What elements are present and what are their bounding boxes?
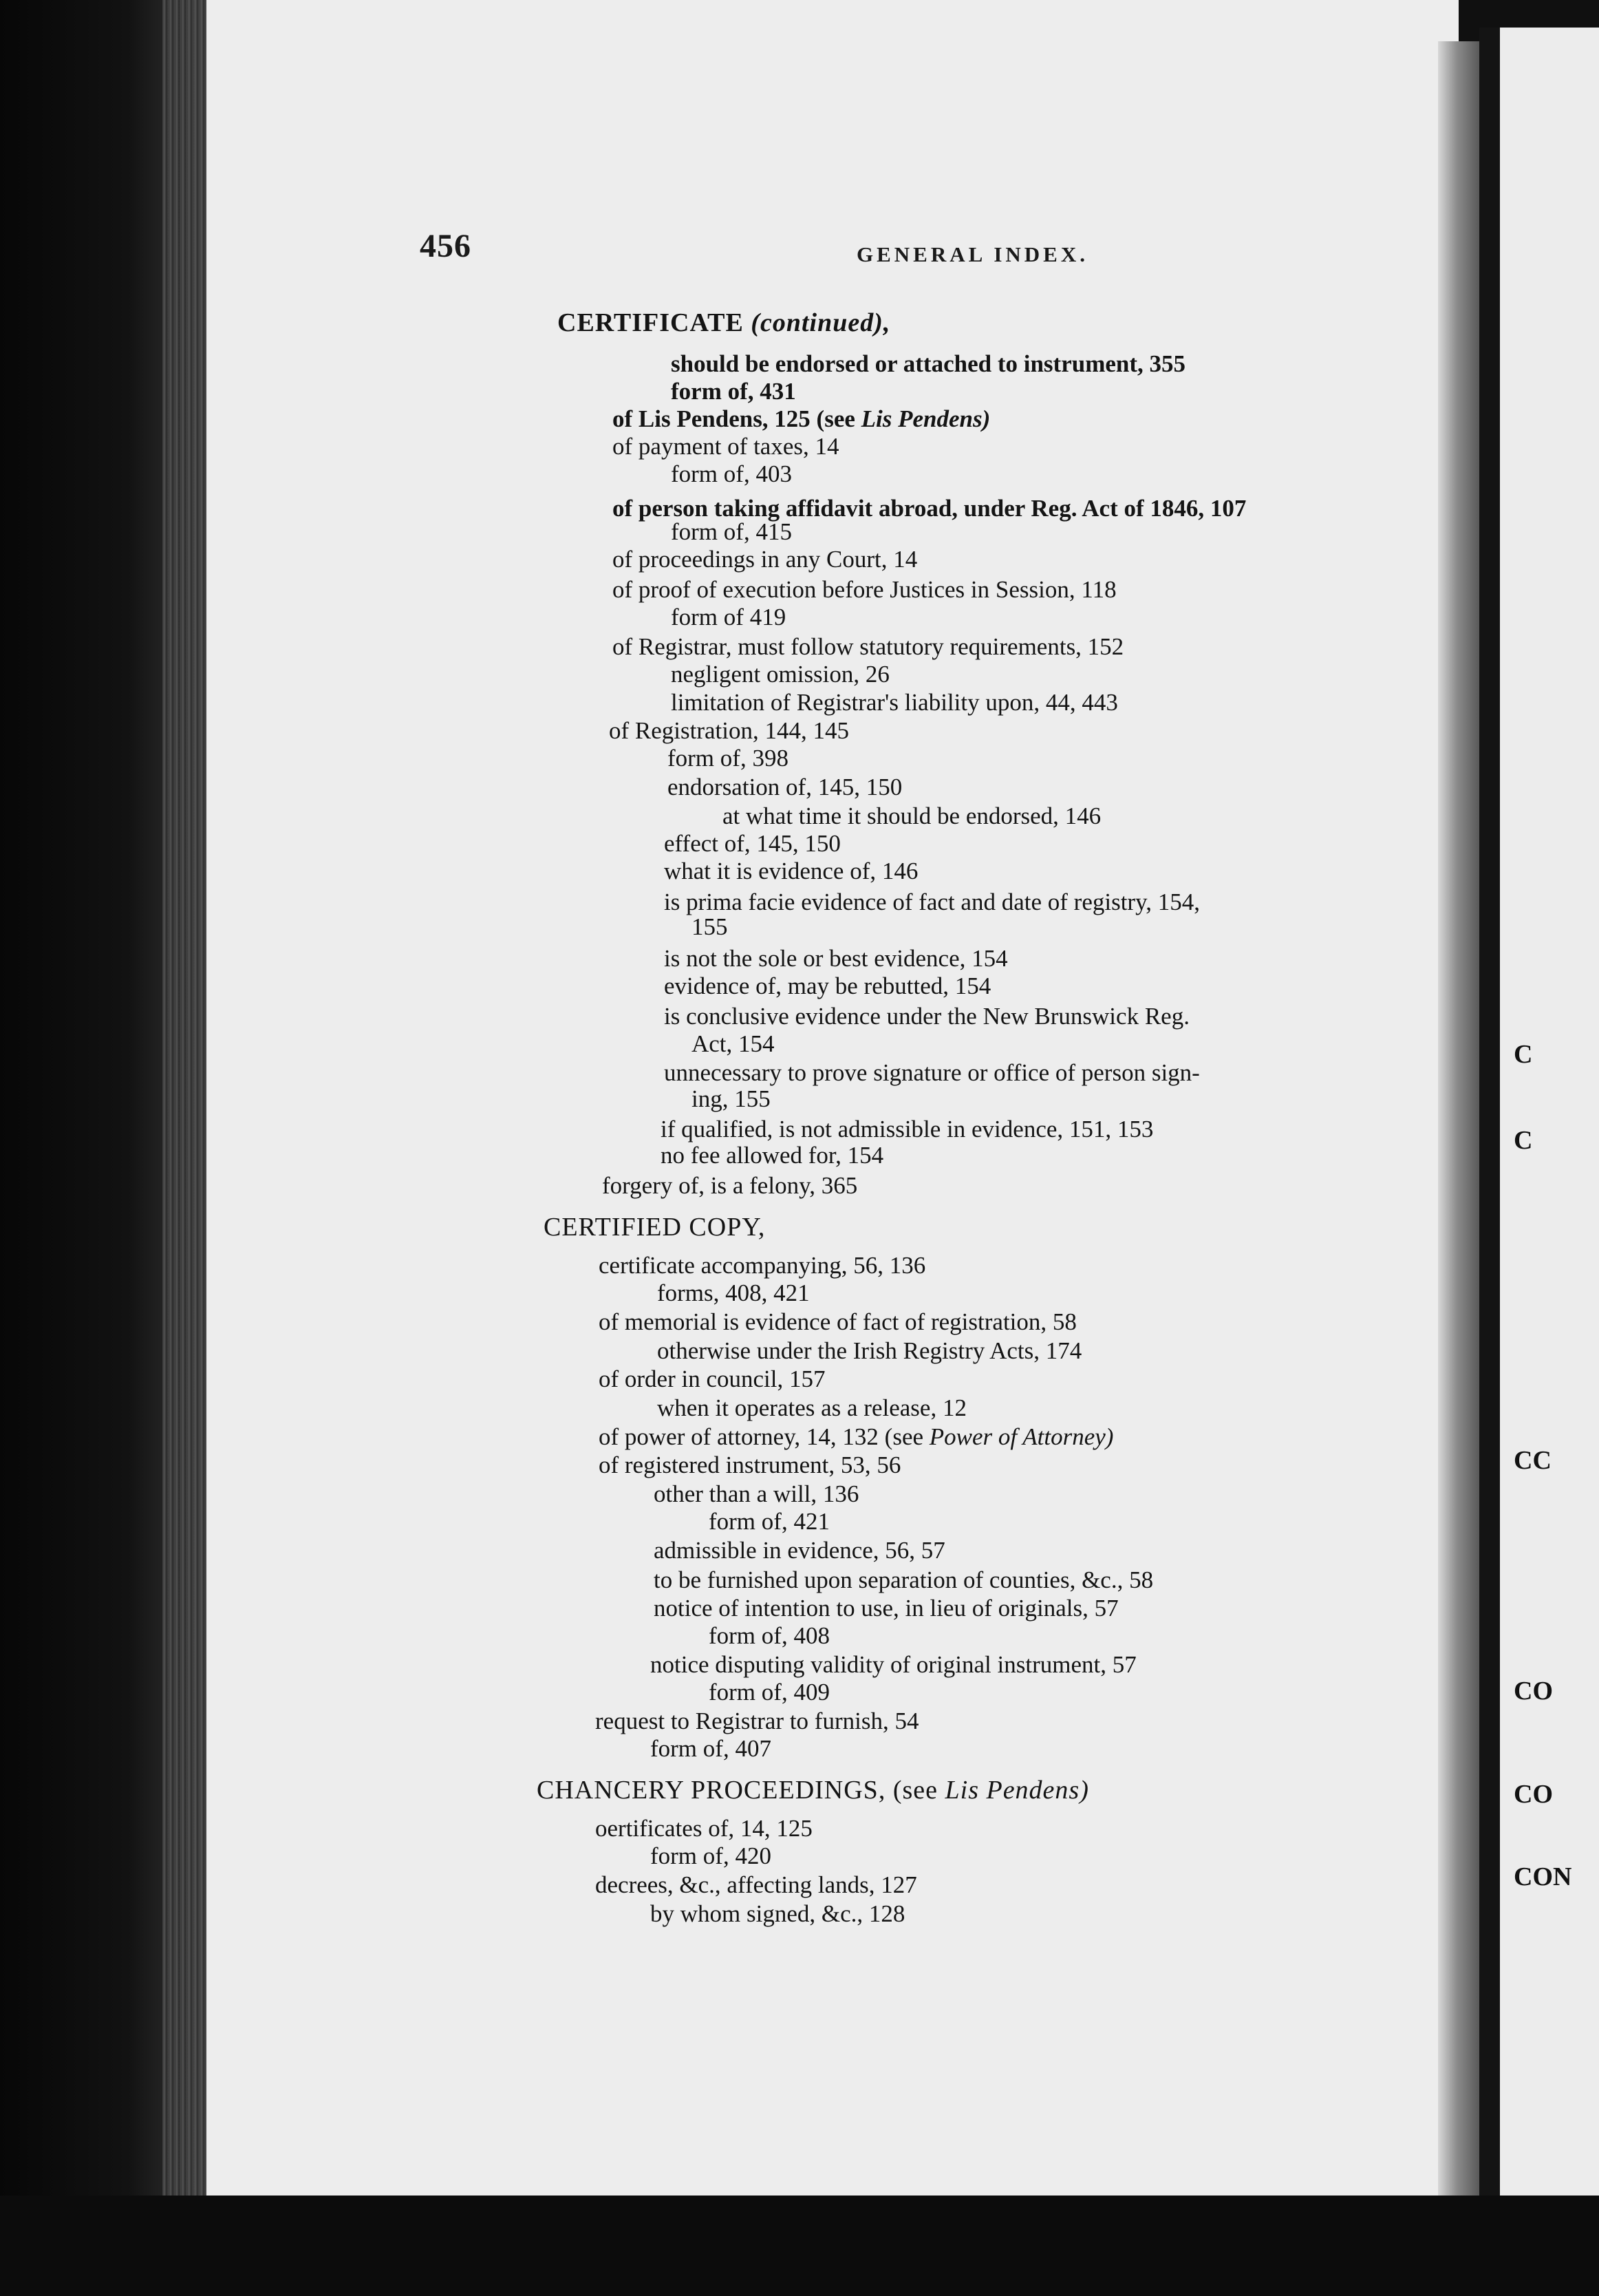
- index-entry: of person taking affidavit abroad, under Reg. Act of 1846, 107: [612, 495, 1247, 522]
- index-heading: CERTIFICATE (continued),: [557, 308, 891, 337]
- index-subentry: evidence of, may be rebutted, 154: [664, 972, 991, 999]
- facing-page-fragment: C: [1514, 1126, 1533, 1155]
- index-subentry: forms, 408, 421: [657, 1279, 810, 1306]
- index-entry: of Registrar, must follow statutory requirements, 152: [612, 633, 1124, 660]
- index-subentry: form of, 420: [650, 1842, 771, 1869]
- index-subentry: no fee allowed for, 154: [661, 1142, 884, 1169]
- facing-page-edge: [1500, 28, 1599, 2216]
- index-subentry: otherwise under the Irish Registry Acts, 174: [657, 1337, 1082, 1364]
- index-subentry: form of, 407: [650, 1735, 771, 1762]
- index-subentry: limitation of Registrar's liability upon, 44, 443: [671, 689, 1118, 716]
- index-entry: oertificates of, 14, 125: [595, 1815, 813, 1842]
- index-entry: certificate accompanying, 56, 136: [599, 1252, 926, 1279]
- index-subentry: form of, 403: [671, 460, 792, 487]
- scan-bottom-margin: [0, 2196, 1599, 2296]
- facing-page-fragment: CO: [1514, 1677, 1553, 1705]
- index-entry: of Lis Pendens, 125 (see Lis Pendens): [612, 405, 991, 432]
- index-subentry: endorsation of, 145, 150: [667, 774, 903, 800]
- index-continuation: Act, 154: [691, 1030, 775, 1057]
- index-entry: decrees, &c., affecting lands, 127: [595, 1871, 917, 1898]
- index-entry: of proceedings in any Court, 14: [612, 546, 918, 573]
- index-continuation: ing, 155: [691, 1085, 771, 1112]
- index-entry: of Registration, 144, 145: [609, 717, 849, 744]
- index-subsubentry: form of, 409: [709, 1679, 830, 1705]
- page-number: 456: [420, 228, 471, 264]
- index-entry: of power of attorney, 14, 132 (see Power of Attorney): [599, 1423, 1114, 1450]
- index-subentry: effect of, 145, 150: [664, 830, 841, 857]
- facing-page-fragment: CO: [1514, 1780, 1553, 1809]
- index-subentry: to be furnished upon separation of counties, &c., 58: [654, 1566, 1154, 1593]
- facing-page-fragment: C: [1514, 1040, 1533, 1069]
- index-entry: of payment of taxes, 14: [612, 433, 839, 460]
- running-head: GENERAL INDEX.: [857, 242, 1088, 266]
- index-subentry: other than a will, 136: [654, 1480, 859, 1507]
- index-entry: of proof of execution before Justices in Session, 118: [612, 576, 1117, 603]
- index-subsubentry: form of, 421: [709, 1508, 830, 1535]
- facing-page-fragment: CON: [1514, 1862, 1572, 1891]
- index-subentry: form of, 431: [671, 378, 796, 405]
- index-subentry: what it is evidence of, 146: [664, 858, 919, 884]
- index-subsubentry: at what time it should be endorsed, 146: [722, 802, 1102, 829]
- index-subsubentry: form of, 408: [709, 1622, 830, 1649]
- index-subentry: when it operates as a release, 12: [657, 1394, 967, 1421]
- index-subentry: negligent omission, 26: [671, 661, 890, 688]
- index-subentry: form of, 398: [667, 745, 788, 772]
- index-heading: CERTIFIED COPY,: [544, 1213, 766, 1242]
- index-subentry: if qualified, is not admissible in evidence, 151, 153: [661, 1116, 1154, 1142]
- index-subentry: unnecessary to prove signature or office of person sign-: [664, 1059, 1200, 1086]
- facing-page-fragment: CC: [1514, 1446, 1552, 1475]
- index-entry: of memorial is evidence of fact of registration, 58: [599, 1308, 1077, 1335]
- page-header: [420, 227, 1369, 268]
- index-subentry: by whom signed, &c., 128: [650, 1900, 905, 1927]
- index-subentry: is conclusive evidence under the New Brunswick Reg.: [664, 1003, 1190, 1030]
- index-heading: CHANCERY PROCEEDINGS, (see Lis Pendens): [537, 1776, 1089, 1805]
- index-entry: forgery of, is a felony, 365: [602, 1172, 858, 1199]
- index-subentry: is not the sole or best evidence, 154: [664, 945, 1008, 972]
- index-subentry: admissible in evidence, 56, 57: [654, 1537, 945, 1564]
- index-entry: of registered instrument, 53, 56: [599, 1452, 901, 1478]
- index-continuation: 155: [691, 913, 728, 940]
- index-subentry: form of 419: [671, 604, 786, 630]
- index-subentry: should be endorsed or attached to instrument, 355: [671, 350, 1186, 377]
- index-entry: of order in council, 157: [599, 1365, 826, 1392]
- index-subentry: is prima facie evidence of fact and date of registry, 154,: [664, 889, 1201, 915]
- index-entry: request to Registrar to furnish, 54: [595, 1708, 919, 1734]
- index-subentry: form of, 415: [671, 518, 792, 545]
- index-subentry: notice of intention to use, in lieu of originals, 57: [654, 1595, 1119, 1622]
- index-subentry: notice disputing validity of original instrument, 57: [650, 1651, 1137, 1678]
